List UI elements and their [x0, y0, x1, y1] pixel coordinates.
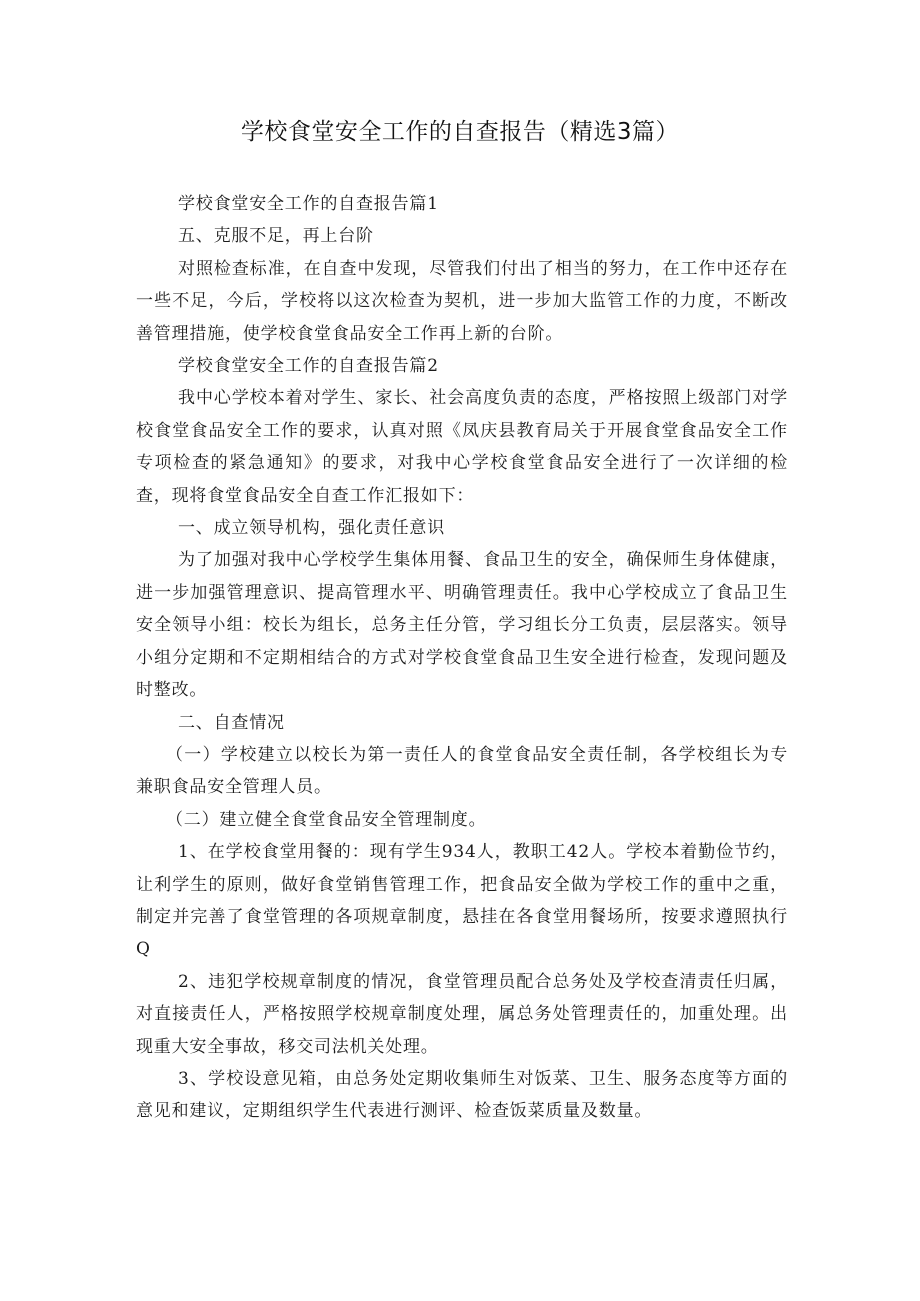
body-paragraph: 3、学校设意见箱，由总务处定期收集师生对饭菜、卫生、服务态度等方面的意见和建议，定期组织学生代表进行测评、检查饭菜质量及数量。: [136, 1068, 788, 1122]
body-paragraph: 对照检查标准，在自查中发现，尽管我们付出了相当的努力，在工作中还存在一些不足，今后，学校将以这次检查为契机，进一步加大监管工作的力度，不断改善管理措施，使学校食堂食品安全工作再上新的台阶。: [136, 258, 788, 344]
subsection-heading: 一、成立领导机构，强化责任意识: [178, 518, 445, 539]
document-title: 学校食堂安全工作的自查报告（精选3篇）: [240, 119, 680, 145]
body-paragraph: 2、违犯学校规章制度的情况，食堂管理员配合总务处及学校查清责任归属，对直接责任人，严格按照学校规章制度处理，属总务处管理责任的，加重处理。出现重大安全事故，移交司法机关处理。: [136, 971, 788, 1057]
subsection-heading: 五、克服不足，再上台阶: [178, 226, 374, 247]
subsection-heading: 二、自查情况: [178, 712, 285, 733]
section-heading: 学校食堂安全工作的自查报告篇2: [178, 356, 439, 377]
body-paragraph: 为了加强对我中心学校学生集体用餐、食品卫生的安全，确保师生身体健康，进一步加强管理意识、提高管理水平、明确管理责任。我中心学校成立了食品卫生安全领导小组：校长为组长，总务主任分管，学习组长分工负责，层层落实。领导小组分定期和不定期相结合的方式对学校食堂食品卫生安全进行检查，发现问题及时整改。: [136, 550, 788, 701]
body-paragraph: 1、在学校食堂用餐的：现有学生934人，教职工42人。学校本着勤俭节约，让利学生的原则，做好食堂销售管理工作，把食品安全做为学校工作的重中之重，制定并完善了食堂管理的各项规章制度，悬挂在各食堂用餐场所，按要求遵照执行Q: [136, 842, 788, 960]
body-paragraph: 我中心学校本着对学生、家长、社会高度负责的态度，严格按照上级部门对学校食堂食品安全工作的要求，认真对照《凤庆县教育局关于开展食堂食品安全工作专项检查的紧急通知》的要求，对我中心学校食堂食品安全进行了一次详细的检查，现将食堂食品安全自查工作汇报如下：: [136, 388, 788, 506]
section-heading: 学校食堂安全工作的自查报告篇1: [178, 194, 439, 214]
body-paragraph: （二）建立健全食堂食品安全管理制度。: [166, 809, 487, 830]
document-body: [136, 188, 788, 1128]
body-paragraph: （一）学校建立以校长为第一责任人的食堂食品安全责任制，各学校组长为专兼职食品安全管理人员。: [136, 744, 788, 798]
